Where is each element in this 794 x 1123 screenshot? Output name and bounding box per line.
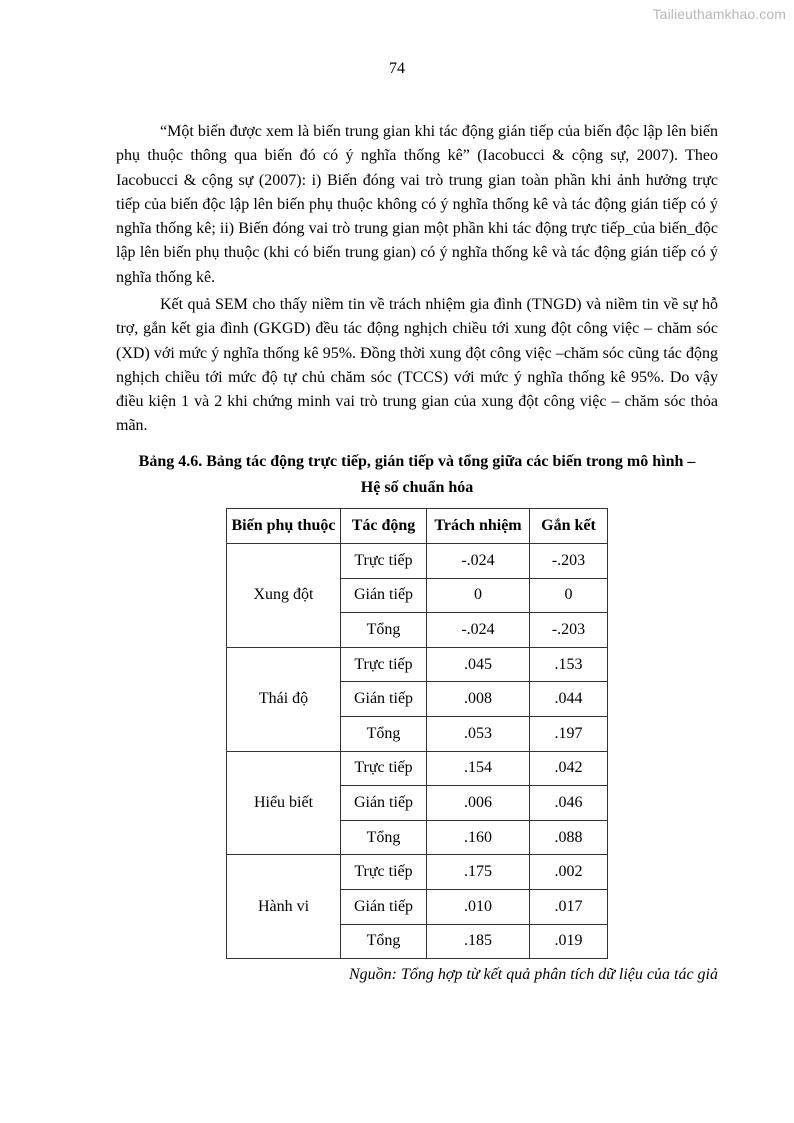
table-caption-line1: Bảng 4.6. Bảng tác động trực tiếp, gián tiếp và tổng giữa các biến trong mô hình – <box>138 453 696 470</box>
table-source-note: Nguồn: Tổng hợp từ kết quả phân tích dữ liệu của tác giả <box>348 966 718 983</box>
header-gan-ket: Gắn kết <box>530 509 608 544</box>
effect-cell: Trực tiếp <box>341 855 427 890</box>
table-row <box>227 544 608 579</box>
trach-nhiem-cell: .006 <box>427 786 530 821</box>
page-number: 74 <box>389 60 405 77</box>
gan-ket-cell: .153 <box>530 647 608 682</box>
group-label: Hành vi <box>227 855 341 959</box>
trach-nhiem-cell: 0 <box>427 578 530 613</box>
effect-cell: Trực tiếp <box>341 751 427 786</box>
trach-nhiem-cell: .008 <box>427 682 530 717</box>
effect-cell: Tổng <box>341 820 427 855</box>
table-caption-line2: Hệ số chuẩn hóa <box>360 479 474 496</box>
effect-cell: Tổng <box>341 716 427 751</box>
effect-cell: Gián tiếp <box>341 889 427 924</box>
effect-cell: Tổng <box>341 924 427 959</box>
effect-cell: Trực tiếp <box>341 647 427 682</box>
effect-cell: Gián tiếp <box>341 578 427 613</box>
trach-nhiem-cell: -.024 <box>427 544 530 579</box>
table-row <box>227 751 608 786</box>
watermark: Tailieuthamkhao.com <box>652 6 786 22</box>
effect-cell: Gián tiếp <box>341 786 427 821</box>
group-label: Xung đột <box>227 544 341 648</box>
gan-ket-cell: .046 <box>530 786 608 821</box>
paragraph-sem-results <box>116 293 718 439</box>
effect-cell: Gián tiếp <box>341 682 427 717</box>
group-label: Thái độ <box>227 647 341 751</box>
header-trach-nhiem: Trách nhiệm <box>427 509 530 544</box>
gan-ket-cell: .088 <box>530 820 608 855</box>
header-effect: Tác động <box>341 509 427 544</box>
trach-nhiem-cell: .010 <box>427 889 530 924</box>
gan-ket-cell: .002 <box>530 855 608 890</box>
trach-nhiem-cell: .045 <box>427 647 530 682</box>
paragraph-text: Kết quả SEM cho thấy niềm tin về trách nhiệm gia đình (TNGD) và niềm tin về sự hỗ trợ, gắn kết gia đình (GKGD) đều tác động nghịch chiều tới xung đột công việc – chăm sóc (XD) với mức ý nghĩa thống kê 95%. Đồng thời xung đột công việc –chăm sóc cũng tác động nghịch chiều tới mức độ tự chủ chăm sóc (TCCS) với mức ý nghĩa thống kê 95%. Do vậy điều kiện 1 và 2 khi chứng minh vai trò trung gian của xung đột công việc – chăm sóc thỏa mãn. <box>116 296 718 435</box>
trach-nhiem-cell: .154 <box>427 751 530 786</box>
trach-nhiem-cell: .185 <box>427 924 530 959</box>
gan-ket-cell: .197 <box>530 716 608 751</box>
gan-ket-cell: -.203 <box>530 613 608 648</box>
effects-table <box>226 508 608 959</box>
header-dependent-variable: Biến phụ thuộc <box>227 509 341 544</box>
effect-cell: Tổng <box>341 613 427 648</box>
table-header-row <box>227 509 608 544</box>
table-row <box>227 855 608 890</box>
table-row <box>227 647 608 682</box>
gan-ket-cell: .017 <box>530 889 608 924</box>
gan-ket-cell: .019 <box>530 924 608 959</box>
group-label: Hiểu biết <box>227 751 341 855</box>
effect-cell: Trực tiếp <box>341 544 427 579</box>
gan-ket-cell: .042 <box>530 751 608 786</box>
table-caption <box>112 449 722 501</box>
trach-nhiem-cell: .160 <box>427 820 530 855</box>
gan-ket-cell: -.203 <box>530 544 608 579</box>
paragraph-mediation-definition <box>116 120 718 290</box>
gan-ket-cell: .044 <box>530 682 608 717</box>
paragraph-text: “Một biến được xem là biến trung gian khi tác động gián tiếp của biến độc lập lên biến phụ thuộc thông qua biến đó có ý nghĩa thống kê” (Iacobucci & cộng sự, 2007). Theo Iacobucci & cộng sự (2007): i) Biến đóng vai trò trung gian toàn phần khi ảnh hưởng trực tiếp của biến độc lập lên biến phụ thuộc không có ý nghĩa thống kê và tác động gián tiếp có ý nghĩa thống kê; ii) Biến đóng vai trò trung gian một phần khi tác động trực tiếp_của biến_độc lập lên biến phụ thuộc (khi có biến trung gian) có ý nghĩa thống kê và tác động gián tiếp có ý nghĩa thống kê. <box>116 123 718 286</box>
trach-nhiem-cell: .053 <box>427 716 530 751</box>
gan-ket-cell: 0 <box>530 578 608 613</box>
trach-nhiem-cell: .175 <box>427 855 530 890</box>
trach-nhiem-cell: -.024 <box>427 613 530 648</box>
